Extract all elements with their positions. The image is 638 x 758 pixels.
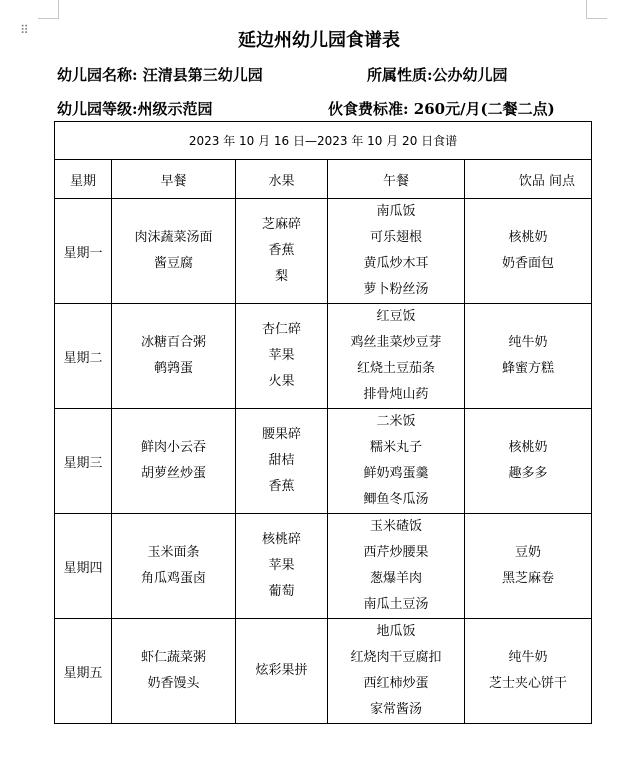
menu-item: 葡萄: [268, 584, 295, 599]
table-move-handle-icon[interactable]: ⠿: [20, 23, 30, 37]
lunch-cell: [328, 619, 465, 724]
menu-item: 香蕉: [268, 479, 295, 494]
menu-item: 冰糖百合粥: [140, 335, 206, 350]
menu-item: 黑芝麻卷: [502, 571, 555, 586]
menu-item: 芝麻碎: [261, 217, 301, 232]
breakfast-cell: [112, 304, 236, 409]
menu-item: 二米饭: [376, 414, 416, 429]
header-drink-snack: 饮品 间点: [465, 160, 592, 199]
table-row: [55, 514, 592, 619]
menu-item: 玉米碴饭: [369, 519, 422, 534]
menu-item: 角瓜鸡蛋卤: [140, 571, 206, 586]
menu-item: 南瓜饭: [376, 204, 416, 219]
menu-item: 梨: [274, 269, 288, 284]
menu-item: 甜桔: [268, 453, 295, 468]
menu-item: 红烧肉干豆腐扣: [350, 650, 442, 665]
table-row: [55, 409, 592, 514]
page-corner-mark-left: [38, 0, 59, 19]
menu-item: 玉米面条: [147, 545, 200, 560]
menu-item: 苹果: [268, 348, 295, 363]
breakfast-cell: [112, 199, 236, 304]
menu-item: 肉沫蔬菜汤面: [134, 230, 213, 245]
header-fruit: 水果: [236, 160, 328, 199]
menu-item: 鸡丝韭菜炒豆芽: [350, 335, 442, 350]
menu-item: 可乐翅根: [369, 230, 422, 245]
fruit-cell: [236, 619, 328, 724]
lunch-cell: [328, 409, 465, 514]
menu-item: 炫彩果拼: [255, 663, 308, 678]
breakfast-cell: [112, 514, 236, 619]
snack-cell: [465, 409, 592, 514]
lunch-cell: [328, 304, 465, 409]
menu-item: 红豆饭: [376, 309, 416, 324]
kindergarten-nature: 所属性质:公办幼儿园: [367, 66, 508, 84]
menu-item: 纯牛奶: [508, 650, 548, 665]
menu-item: 糯米丸子: [369, 440, 422, 455]
snack-cell: [465, 619, 592, 724]
weekday-cell: 星期五: [55, 619, 112, 724]
menu-item: 西芹炒腰果: [363, 545, 429, 560]
fruit-cell: [236, 409, 328, 514]
kindergarten-level: 幼儿园等级:州级示范园: [57, 100, 213, 118]
header-lunch: 午餐: [328, 160, 465, 199]
menu-item: 西红柿炒蛋: [363, 676, 429, 691]
header-weekday: 星期: [55, 160, 112, 199]
menu-table: [54, 121, 592, 724]
weekday-cell: 星期四: [55, 514, 112, 619]
menu-period: 2023 年 10 月 16 日—2023 年 10 月 20 日食谱: [55, 122, 592, 160]
menu-item: 豆奶: [515, 545, 542, 560]
menu-item: 核桃碎: [261, 532, 301, 547]
menu-item: 纯牛奶: [508, 335, 548, 350]
lunch-cell: [328, 199, 465, 304]
header-breakfast: 早餐: [112, 160, 236, 199]
table-row: [55, 304, 592, 409]
menu-item: 趣多多: [508, 466, 548, 481]
fruit-cell: [236, 514, 328, 619]
kindergarten-name: 幼儿园名称: 汪清县第三幼儿园: [57, 66, 263, 84]
page-title: 延边州幼儿园食谱表: [238, 30, 400, 51]
menu-item: 芝士夹心饼干: [489, 676, 568, 691]
weekday-cell: 星期二: [55, 304, 112, 409]
menu-item: 黄瓜炒木耳: [363, 256, 429, 271]
snack-cell: [465, 199, 592, 304]
table-row: [55, 619, 592, 724]
menu-item: 鹌鹑蛋: [153, 361, 193, 376]
menu-item: 南瓜土豆汤: [363, 597, 429, 612]
menu-item: 腰果碎: [261, 427, 301, 442]
menu-item: 排骨炖山药: [363, 387, 429, 402]
menu-item: 红烧土豆茄条: [356, 361, 435, 376]
breakfast-cell: [112, 619, 236, 724]
menu-item: 奶香面包: [502, 256, 555, 271]
menu-item: 葱爆羊肉: [369, 571, 422, 586]
weekday-cell: 星期一: [55, 199, 112, 304]
table-row: [55, 199, 592, 304]
menu-item: 萝卜粉丝汤: [363, 282, 429, 297]
menu-item: 苹果: [268, 558, 295, 573]
menu-item: 香蕉: [268, 243, 295, 258]
fruit-cell: [236, 304, 328, 409]
menu-item: 鲜肉小云吞: [140, 440, 206, 455]
menu-item: 火果: [268, 374, 295, 389]
menu-item: 奶香馒头: [147, 676, 200, 691]
weekday-cell: 星期三: [55, 409, 112, 514]
menu-item: 核桃奶: [508, 440, 548, 455]
snack-cell: [465, 514, 592, 619]
breakfast-cell: [112, 409, 236, 514]
menu-item: 家常酱汤: [369, 702, 422, 717]
menu-item: 杏仁碎: [261, 322, 301, 337]
menu-item: 蜂蜜方糕: [502, 361, 555, 376]
snack-cell: [465, 304, 592, 409]
lunch-cell: [328, 514, 465, 619]
menu-item: 鲫鱼冬瓜汤: [363, 492, 429, 507]
menu-item: 酱豆腐: [153, 256, 193, 271]
meal-fee: 伙食费标准: 260元/月(二餐二点): [328, 100, 555, 118]
menu-item: 胡萝丝炒蛋: [140, 466, 206, 481]
menu-item: 鲜奶鸡蛋羹: [363, 466, 429, 481]
page-corner-mark-right: [586, 0, 607, 19]
menu-item: 核桃奶: [508, 230, 548, 245]
menu-item: 虾仁蔬菜粥: [140, 650, 206, 665]
menu-item: 地瓜饭: [376, 624, 416, 639]
fruit-cell: [236, 199, 328, 304]
